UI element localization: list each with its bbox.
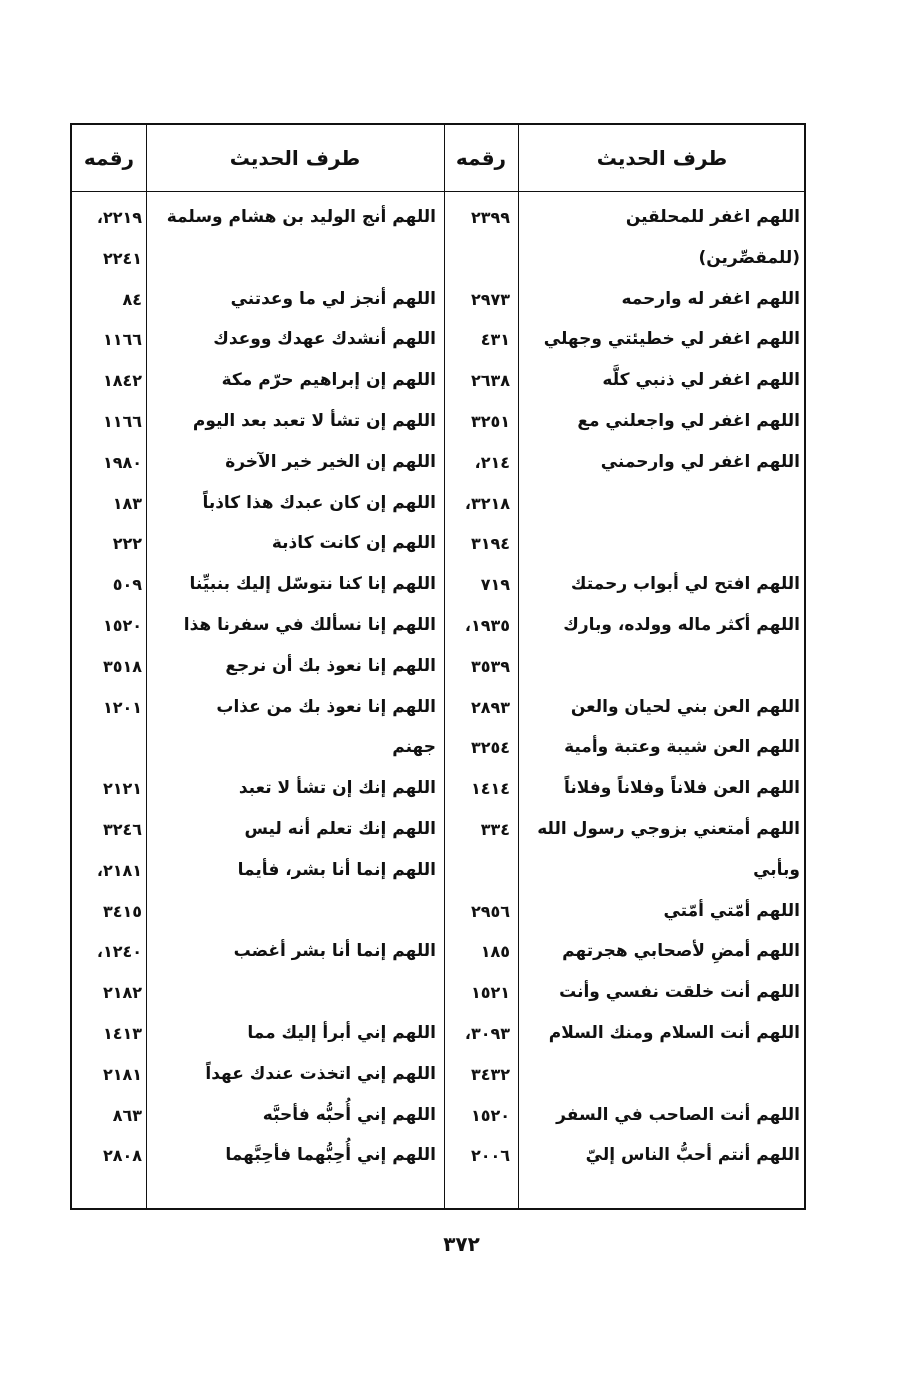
- header-right-text: طرف الحديث: [596, 146, 728, 170]
- hadith-text-left: اللهم إنك تعلم أنه ليس: [244, 819, 436, 839]
- hadith-number-left: ٥٠٩: [112, 575, 142, 595]
- hadith-number-right: ٣٤٣٢: [470, 1064, 510, 1084]
- hadith-text-right: [524, 483, 800, 524]
- hadith-number-right: ١٩٣٥،: [464, 616, 510, 635]
- hadith-number-left: ٢١٨١: [102, 1064, 142, 1084]
- hadith-number-left: ٢٢١٩،: [96, 208, 142, 227]
- hadith-number-left: ١٤١٣: [102, 1024, 142, 1043]
- header-right-number: رقمه: [455, 146, 507, 170]
- table-row: [72, 483, 804, 524]
- page-number: ٣٧٢: [443, 1232, 480, 1256]
- hadith-number-left: ١١٦٦: [102, 412, 142, 431]
- hadith-text-left: اللهم إن تشأ لا تعبد بعد اليوم: [192, 411, 436, 431]
- hadith-text-right: اللهم اغفر لي واجعلني مع: [577, 411, 800, 431]
- hadith-number-left: ٨٤: [122, 289, 142, 309]
- hadith-text-right: اللهم اغفر لي خطيئتي وجهلي: [543, 329, 800, 350]
- hadith-number-right: ١٥٢١: [470, 983, 510, 1003]
- hadith-text-right: اللهم أكثر ماله وولده، وبارك: [563, 615, 800, 635]
- table-row: [72, 1013, 804, 1054]
- hadith-text-left: اللهم إنما أنا بشر، فأيما: [237, 859, 436, 880]
- table-row: [72, 319, 804, 360]
- table-row: [72, 523, 804, 564]
- hadith-text-left: [152, 238, 436, 279]
- hadith-text-left: اللهم إنا نعوذ بك أن نرجع: [225, 655, 436, 676]
- table-row: [72, 442, 804, 483]
- hadith-number-right: ٢٣٩٩: [470, 208, 510, 227]
- hadith-text-left: اللهم إنا نعوذ بك من عذاب: [216, 696, 436, 717]
- hadith-number-right: ٣١٩٤: [470, 534, 510, 554]
- hadith-text-left: اللهم إنما أنا بشر أغضب: [233, 941, 436, 962]
- hadith-number-left: ١٢٤٠،: [96, 942, 142, 962]
- hadith-text-right: اللهم اغفر لي وارحمني: [600, 451, 800, 472]
- table-row: [72, 605, 804, 646]
- hadith-text-left: اللهم أنشدك عهدك ووعدك: [213, 329, 436, 350]
- hadith-number-right: ٢٩٧٣: [470, 289, 510, 309]
- header-divider: [72, 191, 804, 192]
- hadith-number-right: ١٨٥: [480, 942, 510, 962]
- hadith-number-right: [448, 850, 510, 891]
- hadith-number-right: ٧١٩: [480, 575, 510, 595]
- table-row: [72, 401, 804, 442]
- hadith-text-right: (للمقصِّرين): [698, 247, 800, 268]
- table-row: [72, 1135, 804, 1176]
- hadith-text-right: اللهم أنت السلام ومنك السلام: [548, 1023, 800, 1043]
- hadith-number-right: ٣٢٥١: [470, 412, 510, 431]
- hadith-number-right: ٤٣١: [480, 330, 510, 350]
- hadith-text-right: [524, 646, 800, 687]
- hadith-number-right: ١٥٢٠: [470, 1105, 510, 1125]
- hadith-text-left: اللهم إنك إن تشأ لا تعبد: [238, 778, 436, 799]
- hadith-text-right: اللهم أمتعني بزوجي رسول الله: [537, 819, 800, 839]
- table-row: [72, 972, 804, 1013]
- hadith-text-right: اللهم العن شيبة وعتبة وأمية: [564, 737, 800, 758]
- hadith-number-right: ٣٠٩٣،: [464, 1024, 510, 1043]
- table-row: [72, 1054, 804, 1095]
- hadith-text-right: اللهم أنت خلقت نفسي وأنت: [559, 982, 800, 1003]
- table-row: [72, 1095, 804, 1136]
- hadith-number-right: ٢٩٥٦: [470, 901, 510, 921]
- table-row: [72, 646, 804, 687]
- hadith-text-right: اللهم العن بني لحيان والعن: [570, 696, 800, 717]
- hadith-text-left: اللهم أنجز لي ما وعدتني: [230, 288, 436, 309]
- hadith-text-right: اللهم أنتم أحبُّ الناس إليّ: [585, 1145, 800, 1166]
- hadith-text-left: اللهم إني أُحبُّه فأحبَّه: [262, 1104, 436, 1125]
- hadith-text-right: اللهم أنت الصاحب في السفر: [556, 1104, 800, 1125]
- hadith-number-left: ٣٤١٥: [102, 901, 142, 921]
- hadith-number-left: ٣٢٤٦: [102, 820, 142, 839]
- hadith-text-left: اللهم إنا كنا نتوسّل إليك بنبيِّنا: [189, 574, 436, 595]
- hadith-text-right: اللهم اغفر لي ذنبي كلَّه: [602, 370, 800, 391]
- hadith-text-right: اللهم أمّتي أمّتي: [663, 900, 800, 921]
- hadith-number-left: ٢١٢١: [102, 779, 142, 799]
- table-row: [72, 931, 804, 972]
- table-row: [72, 727, 804, 768]
- hadith-number-left: ١٢٠١: [102, 697, 142, 717]
- hadith-number-left: ٢٨٠٨: [102, 1146, 142, 1166]
- hadith-text-left: اللهم إني أُحِبُّهما فأحِبَّهما: [225, 1145, 436, 1166]
- table-row: [72, 564, 804, 605]
- table-row: [72, 850, 804, 891]
- hadith-text-left: اللهم إن إبراهيم حرّم مكة: [221, 370, 436, 391]
- table-row: [72, 197, 804, 238]
- table-row: [72, 360, 804, 401]
- hadith-text-right: اللهم أمضِ لأصحابي هجرتهم: [562, 941, 800, 962]
- hadith-number-left: ٣٥١٨: [102, 656, 142, 676]
- hadith-text-left: اللهم إن كان عبدك هذا كاذباً: [202, 492, 436, 513]
- hadith-number-right: ٢٨٩٣: [470, 697, 510, 717]
- hadith-number-left: ١٥٢٠: [102, 616, 142, 635]
- hadith-text-right: اللهم اغفر له وارحمه: [621, 288, 800, 309]
- table-row: [72, 279, 804, 320]
- hadith-text-left: اللهم إن كانت كاذبة: [271, 533, 436, 554]
- hadith-text-left: اللهم إن الخير خير الآخرة: [225, 451, 436, 472]
- table-row: [72, 768, 804, 809]
- table-row: [72, 809, 804, 850]
- header-left-text: طرف الحديث: [229, 146, 361, 170]
- hadith-number-right: ٣٥٣٩: [470, 656, 510, 676]
- hadith-number-right: [448, 238, 510, 279]
- hadith-text-right: اللهم افتح لي أبواب رحمتك: [570, 574, 800, 595]
- hadith-text-left: اللهم إني اتخذت عندك عهداً: [205, 1063, 436, 1084]
- table-row: [72, 238, 804, 279]
- hadith-text-right: وبأبي: [753, 859, 800, 880]
- hadith-text-left: اللهم أنج الوليد بن هشام وسلمة: [166, 207, 436, 227]
- hadith-number-right: ٣٢٥٤: [470, 738, 510, 758]
- table-row: [72, 687, 804, 728]
- hadith-number-right: ٢٦٣٨: [470, 371, 510, 391]
- hadith-number-left: ٢٢٤١: [102, 248, 142, 268]
- hadith-number-left: ٨٦٣: [112, 1105, 142, 1125]
- hadith-number-left: ٢١٨٢: [102, 983, 142, 1003]
- table-row: [72, 891, 804, 932]
- hadith-number-left: ١٨٤٢: [102, 371, 142, 391]
- hadith-text-right: اللهم اغفر للمحلقين: [625, 207, 800, 227]
- hadith-number-left: [76, 727, 142, 768]
- hadith-text-left: اللهم إني أبرأ إليك مما: [247, 1023, 436, 1043]
- hadith-text-left: جهنم: [392, 737, 436, 758]
- hadith-number-left: ١٨٣: [112, 493, 142, 513]
- hadith-number-left: ٢٢٢: [112, 534, 142, 554]
- hadith-text-right: اللهم العن فلاناً وفلاناً وفلاناً: [563, 778, 800, 799]
- hadith-number-right: ٢٠٠٦: [470, 1146, 510, 1166]
- hadith-number-left: ٢١٨١،: [96, 860, 142, 880]
- hadith-text-right: [524, 1054, 800, 1095]
- hadith-text-left: [152, 972, 436, 1013]
- hadith-text-left: [152, 891, 436, 932]
- hadith-number-right: ٣٢١٨،: [464, 493, 510, 513]
- hadith-number-right: ٣٣٤: [480, 820, 510, 839]
- hadith-text-right: [524, 523, 800, 564]
- header-left-number: رقمه: [83, 146, 135, 170]
- hadith-number-left: ١١٦٦: [102, 330, 142, 350]
- hadith-number-right: ٢١٤،: [474, 452, 510, 472]
- hadith-number-left: ١٩٨٠: [102, 452, 142, 472]
- hadith-text-left: اللهم إنا نسألك في سفرنا هذا: [183, 615, 436, 635]
- hadith-number-right: ١٤١٤: [470, 779, 510, 799]
- index-table: [70, 123, 806, 1210]
